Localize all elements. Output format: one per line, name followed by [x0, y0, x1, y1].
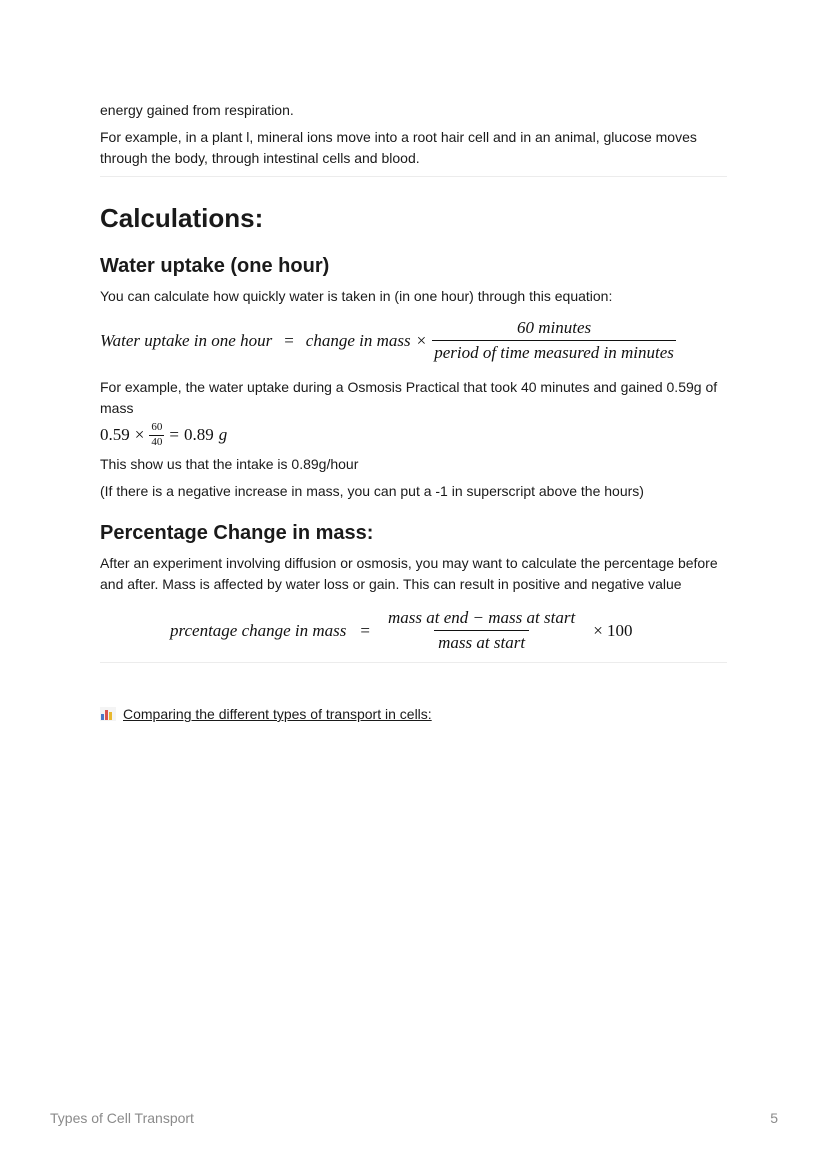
divider [100, 662, 727, 663]
equation-fraction [432, 318, 676, 363]
note-text: (If there is a negative increase in mass, you can put a -1 in superscript above the hours) [100, 483, 644, 499]
percentage-change-intro: After an experiment involving diffusion or osmosis, you may want to calculate the percentage before and after. Mass is affected by water loss or gain. This can result in positive and negative value [100, 555, 718, 592]
intro-example: For example, in a plant l, mineral ions move into a root hair cell and in an animal, glucose moves through the body, through intestinal cells and blood. [100, 129, 697, 166]
comparison-link[interactable]: Comparing the different types of transport in cells: [123, 706, 432, 722]
example-fraction [149, 422, 164, 448]
times-sign: × [134, 425, 145, 444]
example-result: 0.89 [183, 425, 214, 444]
water-uptake-intro: You can calculate how quickly water is taken in (in one hour) through this equation: [100, 288, 613, 304]
equation-lhs: Water uptake in one hour [100, 330, 273, 350]
equation-term: change in mass [305, 330, 411, 350]
example-unit: g [218, 425, 228, 444]
equation-lhs: prcentage change in mass [170, 620, 347, 640]
example-equation [100, 422, 227, 448]
footer-document-title: Types of Cell Transport [50, 1110, 194, 1126]
percentage-change-equation [170, 608, 633, 653]
fraction-denominator: period of time measured in minutes [432, 340, 676, 363]
divider [100, 176, 727, 177]
times-sign: × [416, 330, 427, 350]
page-title: Calculations: [100, 203, 264, 233]
result-text: This show us that the intake is 0.89g/hour [100, 456, 359, 472]
bar-chart-icon [100, 707, 116, 721]
example-value: 0.59 [100, 425, 130, 444]
fraction-numerator: mass at end − mass at start [388, 608, 576, 627]
equals-sign: = [360, 620, 371, 640]
equation-fraction [384, 608, 579, 653]
fraction-numerator: 60 [151, 421, 163, 433]
equals-sign: = [284, 330, 294, 350]
times-hundred: × 100 [593, 620, 633, 640]
intro-line: energy gained from respiration. [100, 102, 294, 118]
section-heading-percentage-change: Percentage Change in mass: [100, 522, 374, 544]
fraction-denominator: 40 [151, 436, 163, 448]
equals-sign: = [169, 425, 179, 444]
footer-page-number: 5 [770, 1110, 778, 1126]
example-text: For example, the water uptake during a Osmosis Practical that took 40 minutes and gained 0.59g of mass [100, 379, 718, 416]
section-heading-water-uptake: Water uptake (one hour) [100, 255, 330, 277]
fraction-numerator: 60 minutes [516, 318, 592, 337]
comparison-link-row[interactable] [100, 706, 432, 722]
water-uptake-equation [100, 318, 676, 363]
fraction-denominator: mass at start [434, 630, 529, 653]
